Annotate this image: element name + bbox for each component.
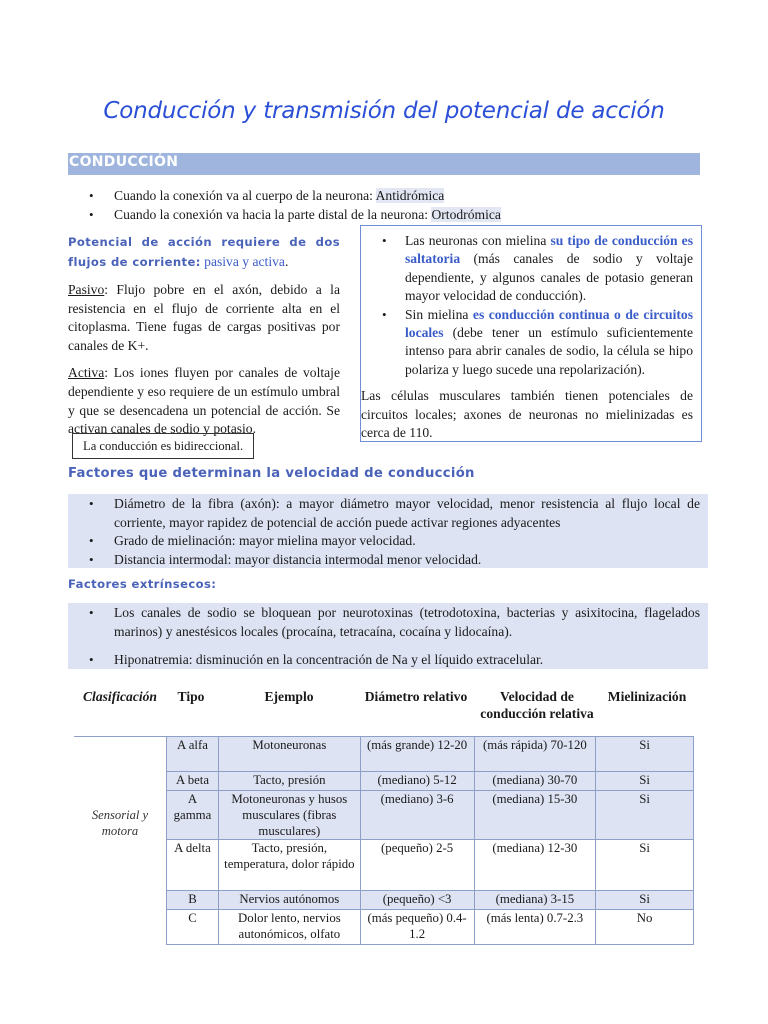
table-cell: No bbox=[596, 910, 694, 945]
table-header-velocidad: Velocidad de conducción relativa bbox=[480, 689, 594, 721]
conduction-direction-list bbox=[68, 186, 708, 224]
list-item: • Los canales de sodio se bloquean por neurotoxinas (tetrodotoxina, bacterias y asixitocina, flagelados marinos) y anestésicos locales (procaína, tetracaína, cocaína y lidocaína). bbox=[68, 604, 708, 641]
table-cell: A beta bbox=[167, 772, 219, 791]
table-header-tipo: Tipo bbox=[177, 689, 205, 704]
table-cell: Nervios autónomos bbox=[218, 891, 360, 910]
factors-heading: Factores que determinan la velocidad de conducción bbox=[68, 466, 475, 481]
factors-band bbox=[68, 494, 708, 568]
muscle-cells-paragraph: Las células musculares también tienen potenciales de circuitos locales; axones de neuronas no mielinizadas es cerca de 110. bbox=[361, 388, 693, 441]
section-header-conduccion bbox=[68, 153, 700, 175]
table-cell: Si bbox=[596, 772, 694, 791]
list-item: • Diámetro de la fibra (axón): a mayor diámetro mayor velocidad, menor resistencia al flujo local de corriente, mayor rapidez de potencial de acción puede activar regiones adyacentes bbox=[68, 495, 708, 532]
extrinsic-band bbox=[68, 603, 708, 669]
bidirectional-note: La conducción es bidireccional. bbox=[72, 433, 254, 459]
table-cell: (mediana) 30-70 bbox=[474, 772, 596, 791]
extrinsic-list bbox=[68, 603, 708, 670]
left-column bbox=[68, 232, 340, 439]
myelin-list bbox=[361, 232, 701, 379]
table-cell: A gamma bbox=[167, 791, 219, 840]
list-item: • Cuando la conexión va al cuerpo de la neurona: Antidrómica bbox=[68, 186, 708, 205]
table-cell: B bbox=[167, 891, 219, 910]
table-cell: Motoneuronas y husos musculares (fibras musculares) bbox=[218, 791, 360, 840]
factors-list bbox=[68, 494, 708, 569]
classification-cell bbox=[74, 736, 166, 941]
table-cell: Si bbox=[596, 791, 694, 840]
table-header-diametro: Diámetro relativo bbox=[364, 689, 468, 704]
list-item: • Grado de mielinación: mayor mielina mayor velocidad. bbox=[68, 532, 708, 551]
list-item: • Las neuronas con mielina su tipo de conducción es saltatoria (más canales de sodio y voltaje dependiente, y algunos canales de potasio generan mayor velocidad de conducción). bbox=[361, 232, 701, 306]
table-header-clasificacion: Clasificación bbox=[82, 689, 157, 704]
section-header-label: CONDUCCIÓN bbox=[69, 154, 179, 170]
table-cell: Si bbox=[596, 840, 694, 891]
list-item: • Distancia intermodal: mayor distancia intermodal menor velocidad. bbox=[68, 551, 708, 570]
fiber-table bbox=[166, 736, 694, 945]
table-cell: (mediano) 3-6 bbox=[360, 791, 474, 840]
table-row bbox=[167, 791, 694, 840]
classification-label: Sensorial y motora bbox=[91, 808, 149, 838]
page-title: Conducción y transmisión del potencial de acción bbox=[103, 98, 665, 124]
table-cell: (mediana) 3-15 bbox=[474, 891, 596, 910]
table-row bbox=[167, 910, 694, 945]
current-flow-heading: Potencial de acción requiere de dos flujos de corriente: pasiva y activa. bbox=[68, 235, 340, 269]
activa-paragraph: Activa: Los iones fluyen por canales de voltaje dependiente y eso requiere de un estímulo umbral y que se desencadena un potencial de acción. Se activan canales de sodio y potasio. bbox=[68, 365, 340, 437]
table-cell: Tacto, presión bbox=[218, 772, 360, 791]
table-row bbox=[167, 737, 694, 772]
table-cell: Si bbox=[596, 891, 694, 910]
list-item: • Sin mielina es conducción continua o de circuitos locales (debe tener un estímulo suficientemente intenso para abrir canales de sodio, la célula se hipo polariza y luego sucede una repolarización). bbox=[361, 306, 701, 380]
myelin-info-box bbox=[360, 225, 702, 442]
table-cell: Dolor lento, nervios autonómicos, olfato bbox=[218, 910, 360, 945]
table-cell: (más rápida) 70-120 bbox=[474, 737, 596, 772]
list-item: • Hiponatremia: disminución en la concentración de Na y el líquido extracelular. bbox=[68, 651, 708, 670]
table-cell: A delta bbox=[167, 840, 219, 891]
table-row bbox=[167, 772, 694, 791]
table-cell: (pequeño) 2-5 bbox=[360, 840, 474, 891]
table-cell: C bbox=[167, 910, 219, 945]
list-item: • Cuando la conexión va hacia la parte distal de la neurona: Ortodrómica bbox=[68, 205, 708, 224]
table-header-ejemplo: Ejemplo bbox=[264, 689, 314, 704]
table-cell: (más grande) 12-20 bbox=[360, 737, 474, 772]
table-cell: (mediana) 12-30 bbox=[474, 840, 596, 891]
highlight-term: Ortodrómica bbox=[431, 207, 501, 222]
extrinsic-heading: Factores extrínsecos: bbox=[68, 577, 217, 591]
table-cell: (mediano) 5-12 bbox=[360, 772, 474, 791]
table-cell: (mediana) 15-30 bbox=[474, 791, 596, 840]
table-row bbox=[167, 891, 694, 910]
table-cell: A alfa bbox=[167, 737, 219, 772]
highlight-term: Antidrómica bbox=[375, 188, 445, 203]
pasivo-paragraph: Pasivo: Flujo pobre en el axón, debido a la resistencia en el flujo de corriente alta en el citoplasma. Tiene fugas de cargas positivas por canales de K+. bbox=[68, 282, 340, 353]
table-header-mielinizacion: Mielinización bbox=[607, 689, 687, 704]
table-cell: (más lenta) 0.7-2.3 bbox=[474, 910, 596, 945]
table-cell: Tacto, presión, temperatura, dolor rápido bbox=[218, 840, 360, 891]
table-cell: Motoneuronas bbox=[218, 737, 360, 772]
table-row bbox=[167, 840, 694, 891]
table-cell: (más pequeño) 0.4-1.2 bbox=[360, 910, 474, 945]
table-cell: Si bbox=[596, 737, 694, 772]
table-cell: (pequeño) <3 bbox=[360, 891, 474, 910]
